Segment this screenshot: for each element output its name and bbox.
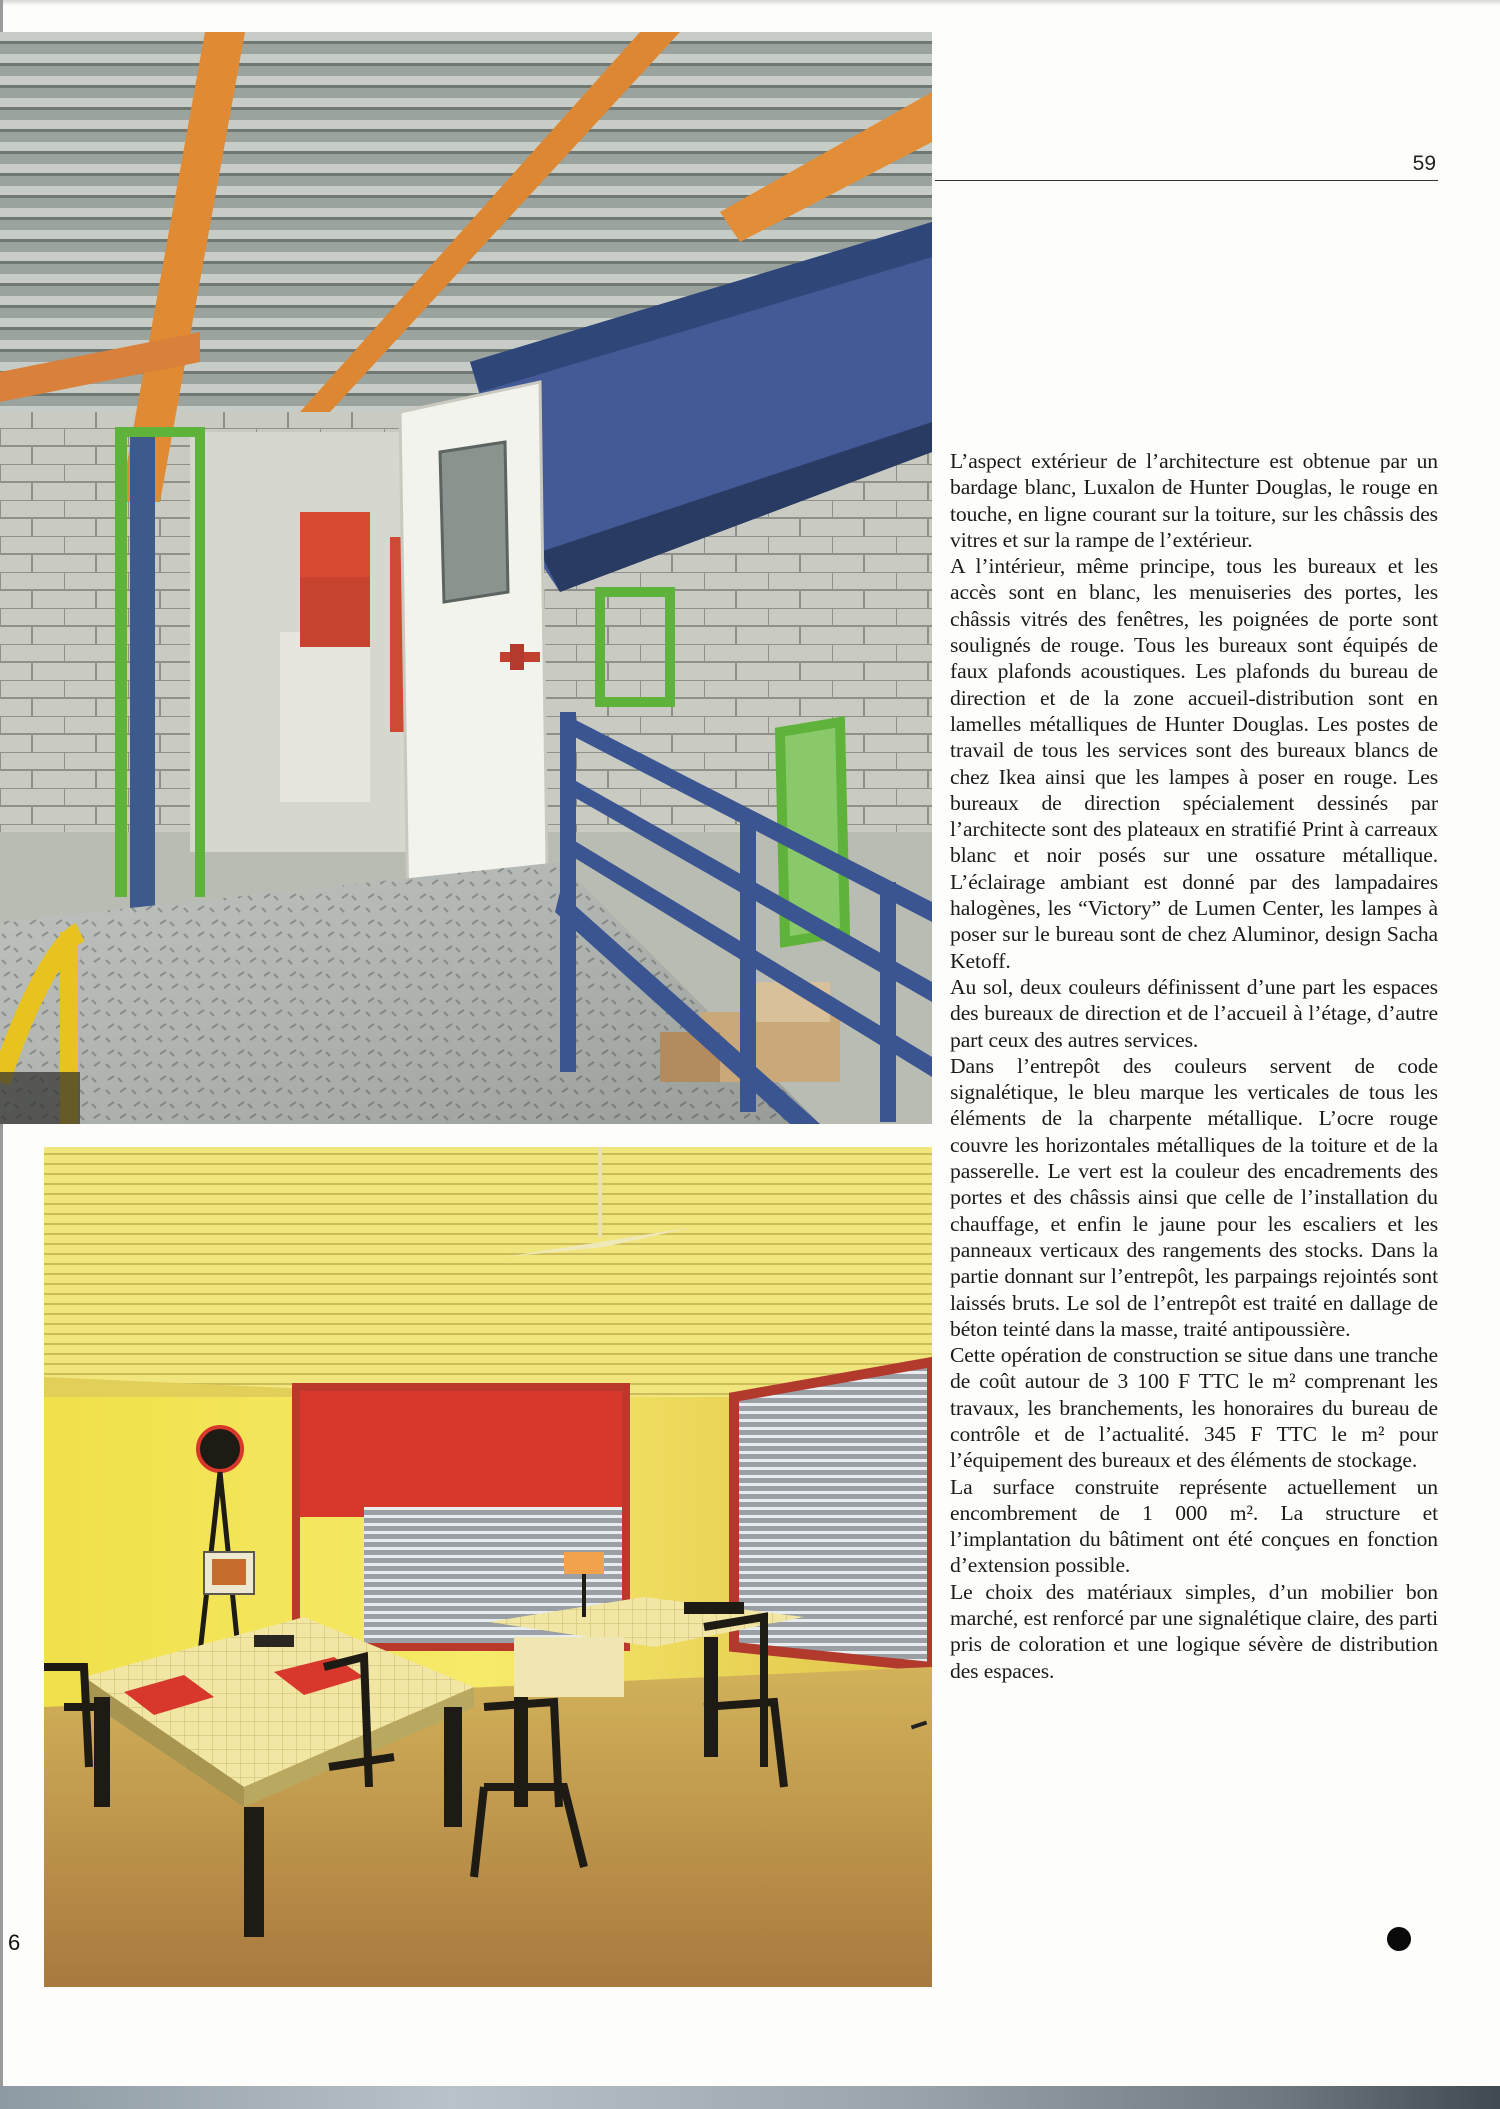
paragraph: Le choix des matériaux simples, d’un mobilier bon marché, est renforcé par une signalétique claire, des parti pris de coloration et une logique sévère de distribution des espaces. bbox=[950, 1579, 1438, 1683]
next-page-edge-strip bbox=[0, 2086, 1500, 2109]
paragraph: Dans l’entrepôt des couleurs servent de code signalétique, le bleu marque les verticales de tous les éléments de la charpente métallique. L’ocre rouge couvre les horizontales métalliques de la toiture et de la passerelle. Le vert est la couleur des encadrements des portes et des châssis ainsi que celle de l’installation du chauffage, et enfin le jaune pour les escaliers et les panneaux verticaux des rangements des stocks. Dans la partie donnant sur l’entrepôt, les parpaings rejointés sont laissés bruts. Le sol de l’entrepôt est traité en dallage de béton teinté dans la masse, traité antipoussière. bbox=[950, 1053, 1438, 1341]
left-folio-number: 6 bbox=[8, 1930, 21, 1955]
paragraph: La surface construite représente actuellement un encombrement de 1 000 m². La structure et l’implantation du bâtiment ont été conçues en fonction d’extension possible. bbox=[950, 1474, 1438, 1578]
paragraph: A l’intérieur, même principe, tous les bureaux et les accès sont en blanc, les menuiseries des portes, les châssis vitrés des fenêtres, les poignées de porte sont soulignés de rouge. Tous les bureaux sont équipés de faux plafonds acoustiques. Les plafonds du bureau de direction et de la zone accueil-distribution sont en lamelles métalliques de Hunter Douglas. Les postes de travail de tous les services sont des bureaux blancs de chez Ikea ainsi que les lampes à poser en rouge. Les bureaux de direction spécialement dessinés par l’architecte sont des plateaux en stratifié Print à carreaux blanc et noir posés sur une ossature métallique. L’éclairage ambiant est donné par des lampadaires halogènes, les “Victory” de Lumen Center, les lampes à poser sur le bureau sont de chez Aluminor, design Sacha Ketoff. bbox=[950, 554, 1438, 973]
header-rule bbox=[935, 180, 1438, 181]
mezzanine-walkway-photo bbox=[0, 32, 932, 1124]
paragraph: Au sol, deux couleurs définissent d’une part les espaces des bureaux de direction et de l’accueil à l’étage, d’autre part ceux des autres services. bbox=[950, 974, 1438, 1052]
paragraph: Cette opération de construction se situe dans une tranche de coût autour de 3 100 F TTC le m² comprenant les travaux, les branchements, les honoraires du bureau de contrôle et de l’actualité. 345 F TTC le m² pour l’équipement des bureaux et des éléments de stockage. bbox=[950, 1343, 1438, 1473]
page-top-edge bbox=[0, 0, 1500, 6]
end-of-article-bullet bbox=[1387, 1927, 1411, 1951]
page-number: 59 bbox=[1412, 152, 1436, 175]
office-interior-photo bbox=[44, 1147, 932, 1987]
article-body bbox=[950, 448, 1438, 1684]
paragraph: L’aspect extérieur de l’architecture est obtenue par un bardage blanc, Luxalon de Hunter Douglas, le rouge en touche, en ligne courant sur la toiture, sur les châssis des vitres et sur la rampe de l’extérieur. bbox=[950, 449, 1438, 552]
